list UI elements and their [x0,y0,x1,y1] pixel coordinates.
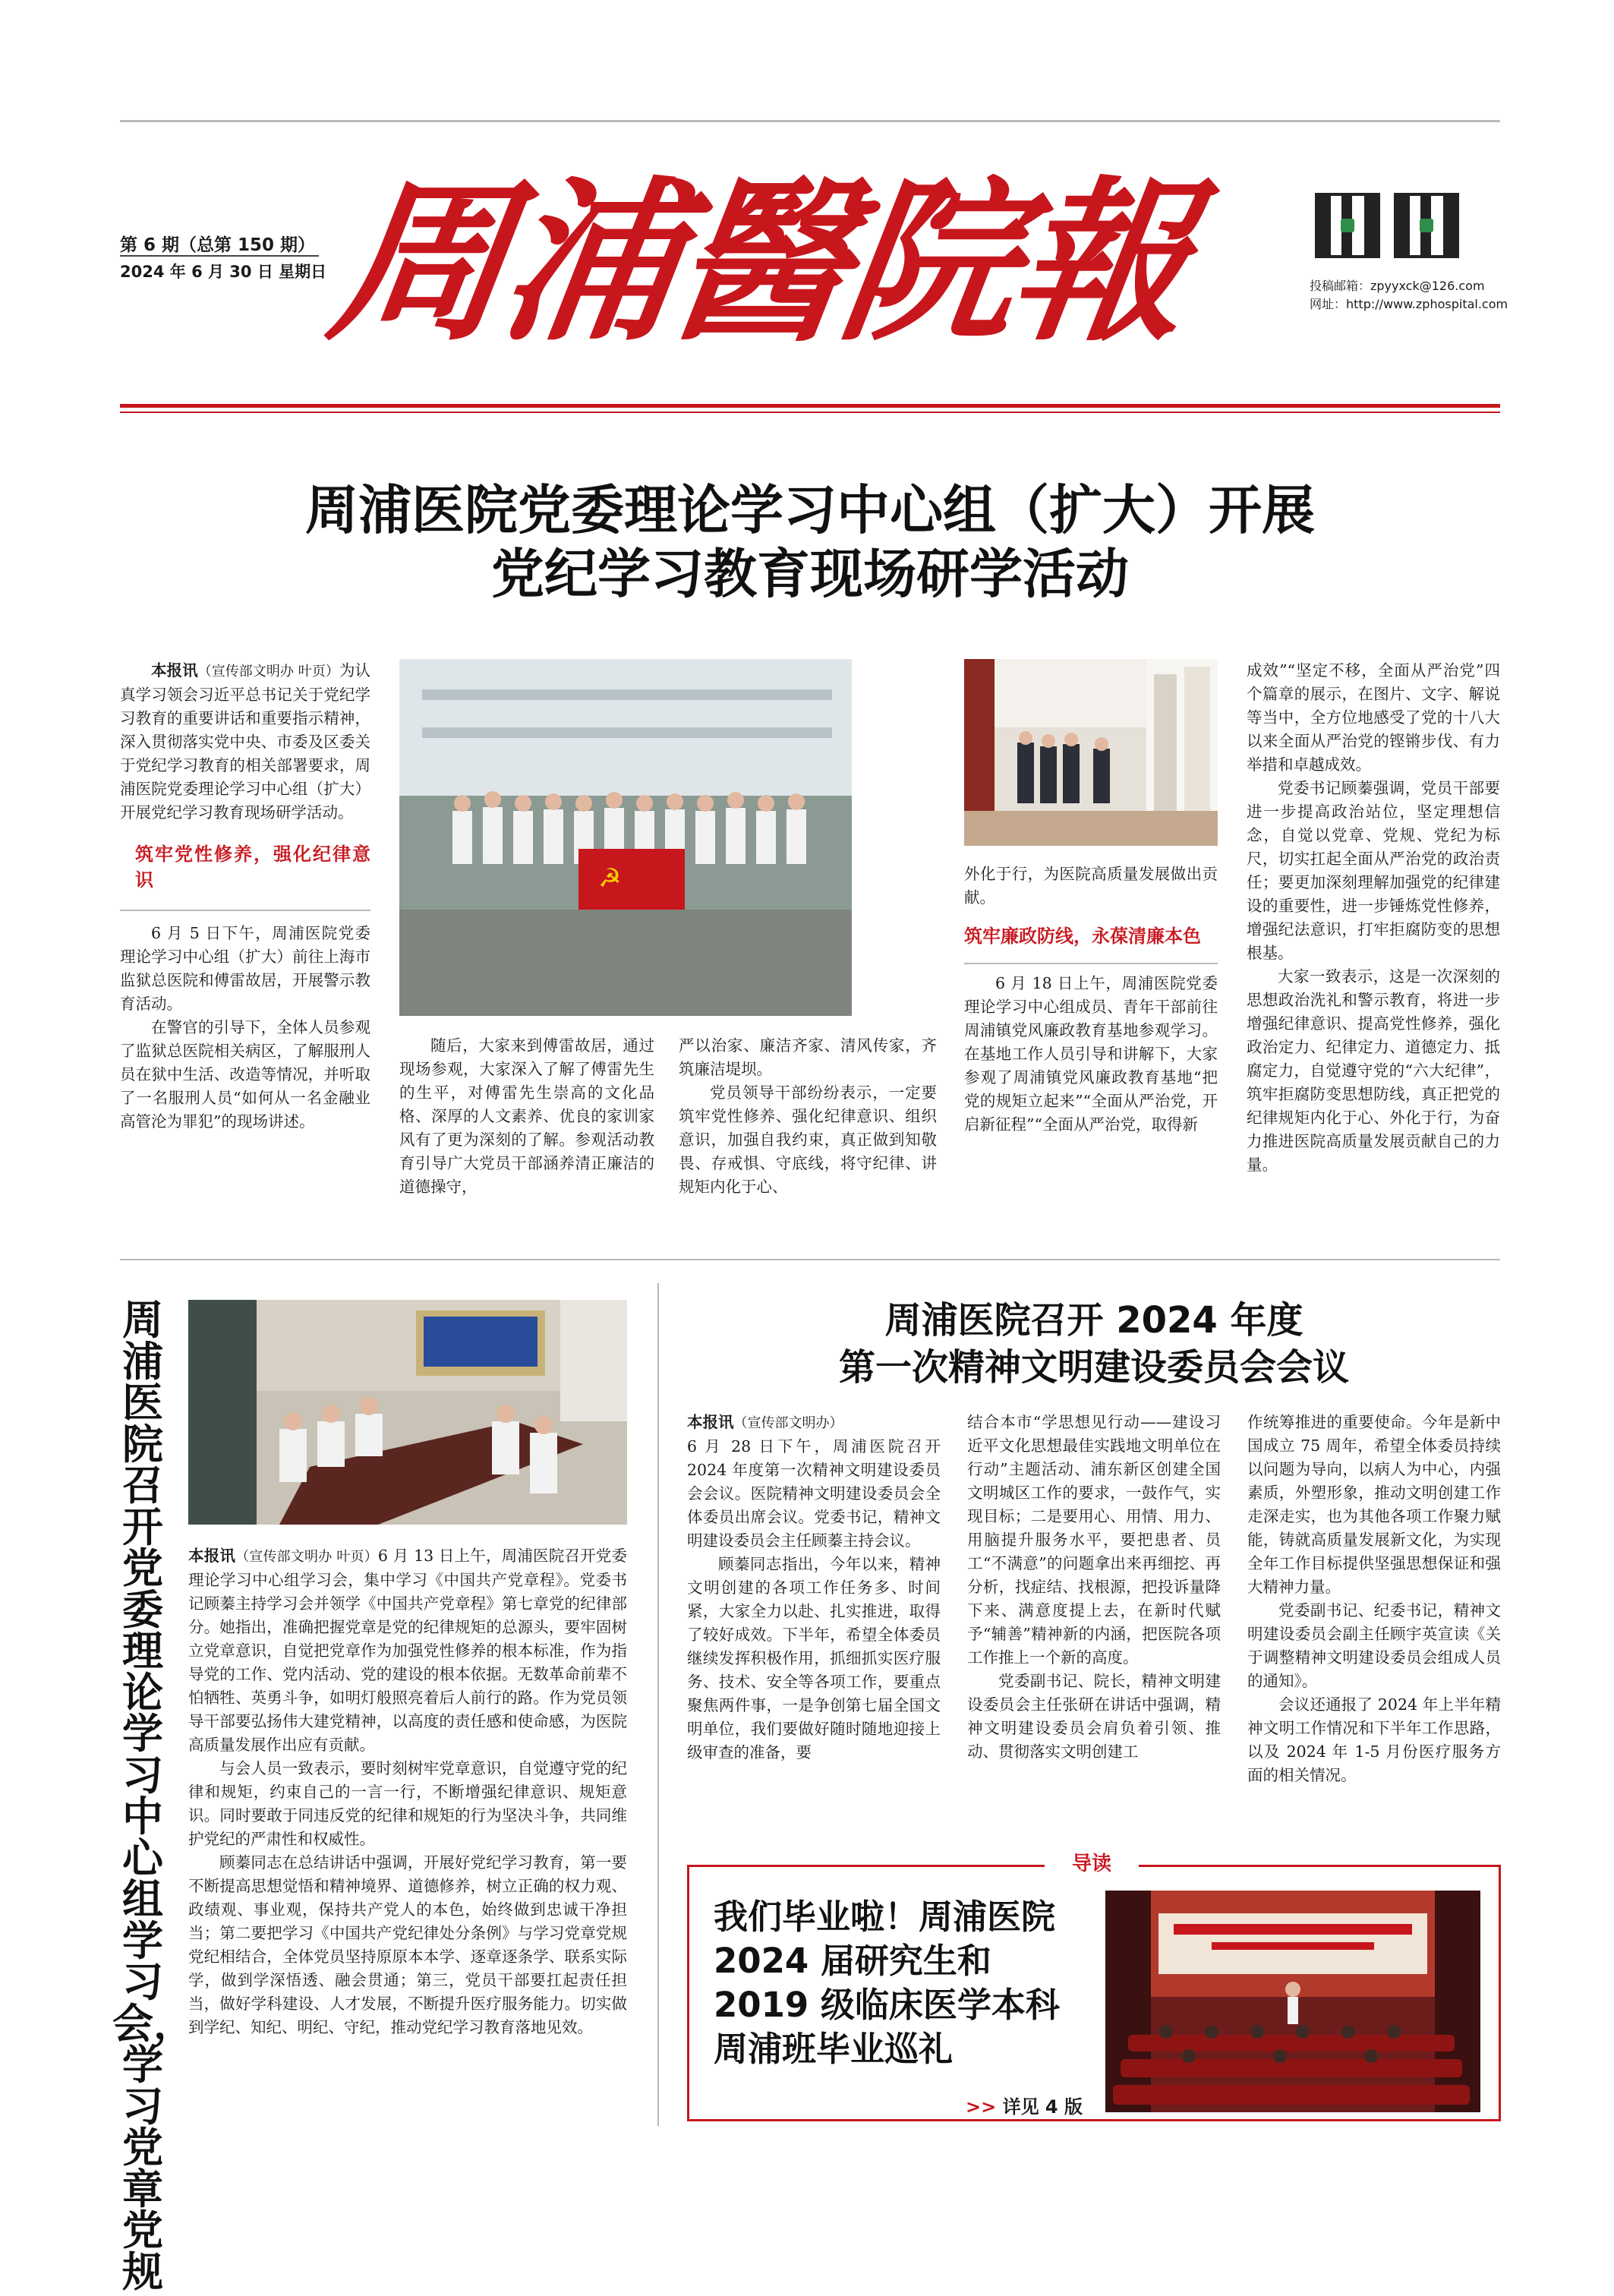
graduation-photo [1105,1891,1480,2112]
paragraph: 党员领导干部纷纷表示，一定要筑牢党性修养、强化纪律意识、组织意识，加强自我约束，真正做到知敬畏、存戒惧、守底线，将守纪律、讲规矩内化于心、 [679,1083,937,1196]
byline-source: （宣传部文明办） [733,1415,843,1431]
left-story-body [188,1544,627,2039]
divider [964,963,1218,972]
subheading: 筑牢党性修养，强化纪律意识 [135,844,370,891]
meeting-photo-art [188,1300,627,1525]
paragraph: 6 月 5 日下午，周浦医院党委理论学习中心组（扩大）前往上海市监狱总医院和傅雷故居，开展警示教育活动。 [120,924,370,1013]
contact-email: 投稿邮箱：zpyyxck@126.com [1310,279,1485,293]
byline-source: （宣传部文明办 叶页） [235,1549,378,1565]
meeting-photo [188,1300,627,1525]
byline: 本报讯 [151,661,198,680]
more-arrow: >> [966,2096,997,2118]
svg-text:☭: ☭ [598,863,622,894]
lead-column-1 [120,659,370,1134]
paragraph: 党委副书记、纪委书记，精神文明建设委员会副主任顾宇英宣读《关于调整精神文明建设委员会组成人员的通知》。 [1247,1601,1501,1690]
right-story-column-3 [1247,1411,1501,1787]
group-photo [399,659,852,1016]
column-rule [657,1283,659,2126]
lead-intro: 为认真学习领会习近平总书记关于党纪学习教育的重要讲话和重要指示精神，深入贯彻落实党中央、市委及区委关于党纪学习教育的相关部署要求，周浦医院党委理论学习中心组（扩大）开展党纪学习教育现场研学活动。 [120,661,371,822]
qr-code-icon [1394,193,1459,258]
exhibition-photo-art [964,659,1218,846]
paragraph: 结合本市“学思想见行动——建设习近平文化思想最佳实践地文明单位在行动”主题活动、浦东新区创建全国文明城区工作的要求，一鼓作气，实现目标；二是要用心、用情、用力、用脑提升服务水平，要把患者、员工“不满意”的问题拿出来再细挖、再分析，找症结、找根源，把投诉量降下来、满意度提上去，在新时代赋予“辅善”精神新的内涵，把医院各项工作推上一个新的高度。 [967,1413,1221,1667]
paragraph: 大家一致表示，这是一次深刻的思想政治洗礼和警示教育，将进一步增强纪律意识、提高党性修养，强化政治定力、纪律定力、道德定力、抵腐定力，自觉遵守党的“六大纪律”，筑牢拒腐防变思想防线，真正把党的纪律规矩内化于心、外化于行，为奋力推进医院高质量发展贡献自己的力量。 [1247,967,1500,1174]
right-story-column-1 [687,1411,941,1765]
qr-code-icon [1315,193,1380,258]
masthead-title: 周浦醫院報 [320,160,1199,365]
issue-date: 2024 年 6 月 30 日 星期日 [120,263,327,281]
headline-line: 周浦医院召开 2024 年度 [884,1299,1303,1342]
paragraph: 在警官的引导下，全体人员参观了监狱总医院相关病区，了解服刑人员在狱中生活、改造等情况，并听取了一名服刑人员“如何从一名金融业高管沦为罪犯”的现场讲述。 [120,1018,370,1131]
paragraph: 顾蓁同志指出，今年以来，精神文明创建的各项工作任务多、时间紧，大家全力以赴、扎实推进，取得了较好成效。下半年，希望全体委员继续发挥积极作用，抓细抓实医疗服务、技术、安全等各项工作，要重点聚焦两件事，一是争创第七届全国文明单位，我们要做好随时随地迎接上级审查的准备，要 [687,1555,941,1761]
top-rule [120,120,1500,122]
subheading: 筑牢廉政防线，永葆清廉本色 [964,926,1201,947]
paragraph: 与会人员一致表示，要时刻树牢党章意识，自觉遵守党的纪律和规矩，约束自己的一言一行，不断增强纪律意识、规矩意识。同时要敢于同违反党的纪律和规矩的行为坚决斗争，共同维护党纪的严肃性和权威性。 [188,1759,627,1848]
paragraph: 成效”“坚定不移，全面从严治党”四个篇章的展示，在图片、文字、解说等当中，全方位地感受了党的十八大以来全面从严治党的铿锵步伐、有力举措和卓越成效。 [1247,661,1500,774]
paragraph: 顾蓁同志在总结讲话中强调，开展好党纪学习教育，第一要不断提高思想觉悟和精神境界、道德修养，树立正确的权力观、政绩观、事业观，保持共产党人的本色，始终做到忠诚干净担当；第二要把学习《中国共产党纪律处分条例》与学习党章党规党纪相结合，全体党员坚持原原本本学、逐章逐条学、联系实际学，做到学深悟透、融会贯通；第三，党员干部要扛起责任担当，做好学科建设、人才发展，不断提升医疗服务能力。切实做到学纪、知纪、明纪、守纪，推动党纪学习教育落地见效。 [188,1853,627,2036]
section-rule [120,1259,1500,1260]
masthead-red-rule-thin [120,412,1500,413]
paragraph: 会议还通报了 2024 年上半年精神文明工作情况和下半年工作思路，以及 2024 年 1-5 月份医疗服务方面的相关情况。 [1247,1695,1501,1784]
headline-line: 第一次精神文明建设委员会会议 [838,1346,1349,1389]
lead-column-2 [399,1034,654,1199]
contact-website: 网址：http://www.zphospital.com [1310,297,1508,311]
byline-source: （宣传部文明办 叶页） [197,664,339,680]
right-story-headline [687,1297,1501,1391]
more-text: 详见 4 版 [1002,2096,1083,2118]
lead-column-4 [964,863,1218,1137]
divider [120,910,370,922]
right-story-column-2 [967,1411,1221,1764]
guide-more-link[interactable] [966,2092,1083,2118]
issue-number: 第 6 期（总第 150 期） [120,235,316,255]
lead-column-5 [1247,659,1500,1177]
paragraph: 6 月 13 日上午，周浦医院召开党委理论学习中心组学习会，集中学习《中国共产党章程》。党委书记顾蓁主持学习会并领学《中国共产党章程》第七章党的纪律部分。她指出，准确把握党章是党的纪律规矩的总源头，要牢固树立党章意识，自觉把党章作为加强党性修养的根本标准，作为指导党的工作、党内活动、党的建设的根本依据。无数革命前辈不怕牺牲、英勇斗争，如明灯般照亮着后人前行的路。作为党员领导干部要弘扬伟大建党精神，以高度的责任感和使命感，为医院高质量发展作出应有贡献。 [188,1547,627,1754]
guide-title[interactable]: 我们毕业啦！周浦医院 2024 届研究生和 2019 级临床医学本科周浦班毕业巡礼 [714,1897,1060,2069]
issue-divider [120,255,319,257]
lead-headline [120,478,1500,606]
lead-headline-line: 周浦医院党委理论学习中心组（扩大）开展 [305,479,1315,541]
masthead-red-rule [120,404,1500,408]
byline: 本报讯 [188,1547,236,1565]
lead-headline-line: 党纪学习教育现场研学活动 [491,543,1129,605]
paragraph: 党委书记顾蓁强调，党员干部要进一步提高政治站位，坚定理想信念，自觉以党章、党规、党纪为标尺，切实扛起全面从严治党的政治责任；要更加深刻理解加强党的纪律建设的重要性，进一步锤炼党性修养，增强纪法意识，打牢拒腐防变的思想根基。 [1247,779,1500,962]
byline: 本报讯 [687,1413,734,1431]
lead-column-3 [679,1034,937,1199]
paragraph: 6 月 28 日下午，周浦医院召开 2024 年度第一次精神文明建设委员会会议。医院精神文明建设委员会全体委员出席会议。党委书记，精神文明建设委员会主任顾蓁主持会议。 [687,1437,941,1550]
paragraph: 严以治家、廉洁齐家、清风传家，齐筑廉洁堤坝。 [679,1036,937,1078]
paragraph: 作统筹推进的重要使命。今年是新中国成立 75 周年，希望全体委员持续以问题为导向，以病人为中心，内强素质，外塑形象，推动文明创建工作走深走实，也为其他各项工作聚力赋能，铸就高质量发展新文化，为实现全年工作目标提供坚强思想保证和强大精神力量。 [1247,1413,1501,1596]
left-story-title: 周浦医院召开党委理论学习中心组学习会，学习党章党规 [112,1296,194,2296]
paragraph: 随后，大家来到傅雷故居，通过现场参观，大家深入了解了傅雷先生的生平，对傅雷先生崇高的文化品格、深厚的人文素养、优良的家训家风有了更为深刻的了解。参观活动教育引导广大党员干部涵养清正廉洁的道德操守， [399,1036,654,1196]
exhibition-photo [964,659,1218,846]
guide-tag: 导读 [1045,1850,1139,1878]
graduation-photo-art [1105,1891,1480,2112]
paragraph: 党委副书记、院长，精神文明建设委员会主任张研在讲话中强调，精神文明建设委员会肩负着引领、推动、贯彻落实文明创建工 [967,1672,1221,1761]
group-photo-art [399,659,852,1016]
paragraph: 外化于行，为医院高质量发展做出贡献。 [964,865,1218,907]
paragraph: 6 月 18 日上午，周浦医院党委理论学习中心组成员、青年干部前往周浦镇党风廉政教育基地参观学习。在基地工作人员引导和讲解下，大家参观了周浦镇党风廉政教育基地“把党的规矩立起来”“全面从严治党，开启新征程”“全面从严治党，取得新 [964,974,1218,1134]
